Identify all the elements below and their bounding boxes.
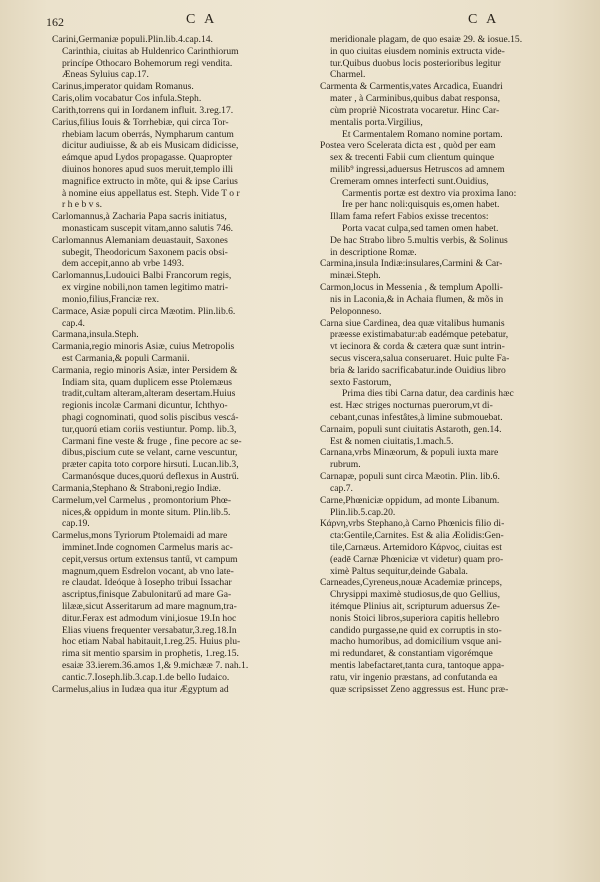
text-line: dibus,piscium cute se velant, carne vescuntur, [62, 447, 238, 459]
text-line: Carius,filius Iouis & Torrhebiæ, qui circa Tor- [52, 116, 229, 128]
text-line: bria & larido sacrificabatur.inde Ouidius libro [330, 364, 506, 376]
text-line: Postea vero Scelerata dicta est , quòd per eam [320, 140, 496, 152]
text-line: Carna siue Cardinea, dea quæ vitalibus humanis [320, 317, 505, 329]
text-line: tur,quorú etiam coriis vestiuntur. Pomp. lib.3, [62, 423, 237, 435]
text-line: phagi cognominati, quod solis piscibus vescá- [62, 412, 239, 423]
text-line: sexto Fastorum, [330, 376, 392, 388]
right-column-head: C A [468, 12, 500, 27]
text-line: cantic.7.Ioseph.lib.3.cap.1.de bello Iudaico. [62, 671, 230, 683]
text-line: Æneas Syluius cap.17. [62, 69, 149, 81]
text-line: Carmana,insula.Steph. [52, 329, 139, 341]
text-line: magnifice extructo in mõte, qui & ipse Carius [62, 175, 238, 187]
text-line: cùm propriè Nicostrata vocaretur. Hinc Car- [330, 104, 500, 116]
text-line: Carmentis portæ est dextro via proxima Iano: [342, 187, 517, 199]
text-line: tile,Carnæus. Artemidoro Κάρνος, ciuitas est [330, 541, 502, 553]
text-line: meridionale plagam, de quo esaiæ 29. & iosue.15. [330, 34, 523, 45]
text-line: re claudat. Ideóque à Iosepho tribui Issachar [62, 577, 232, 589]
text-line: Indiam sita, quam duplicem esse Ptolemæus [62, 376, 232, 388]
text-line: cepit,versus ortum extensus tantű, vt campum [62, 553, 238, 565]
text-line: Ire per hanc noli:quisquis es,omen habet. [342, 199, 500, 211]
text-line: diuinos honores apud suos meruit,templo illi [62, 163, 234, 175]
text-line: rubrum. [330, 459, 361, 471]
running-header [46, 12, 582, 34]
text-line: Carmelum,vel Carmelus , promontorium Phœ- [52, 494, 232, 506]
text-line: Carnana,vrbs Minæorum, & populi iuxta mare [320, 447, 499, 459]
text-line: Carmelus,mons Tyriorum Ptolemaidi ad mare [52, 530, 228, 542]
text-line: Carinthia, ciuitas ab Huldenrico Carinthiorum [62, 45, 239, 57]
text-line: dem accepit,anno ab vrbe 1493. [62, 258, 185, 270]
text-line: cebant,cunas infestâtes,à limine submouebat. [330, 412, 503, 423]
text-line: hoc etiam Nabal habitauit,1.reg.25. Huius plu- [62, 636, 241, 648]
text-line: macho humoribus, ad domicilium vsque ani- [330, 636, 502, 648]
text-line: princípe Othocaro Bohemorum regi vendita. [62, 57, 233, 69]
text-line: præesse existimabatur:ab eadémque petebatur, [330, 329, 509, 341]
text-line: Caris,olim vocabatur Cos infula.Steph. [52, 93, 202, 105]
text-line: Carini,Germaniæ populi.Plin.lib.4.cap.14. [52, 34, 213, 45]
text-line: Cremeram omnes interfecti sunt.Ouidius, [330, 175, 489, 187]
text-line: ximè Paltus sequitur,deinde Gabala. [330, 565, 468, 577]
text-line: cap.7. [330, 482, 353, 494]
text-line: nonis Stoici libros,superiora capitis hellebro [330, 612, 500, 624]
text-line: ascriptus,finisque Zabulonitarű ad mare Ga- [62, 589, 232, 601]
text-line: Carnaim, populi sunt ciuitatis Astaroth, gen.14. [320, 423, 502, 435]
text-line: rhebiam lacum oberrás, Nympharum cantum [62, 128, 234, 140]
text-line: candido purgasse,ne quid ex corruptis in sto- [330, 624, 502, 636]
text-line: mater , à Carminibus,quibus dabat responsa, [330, 93, 500, 105]
text-line: in quo ciuitas eiusdem nominis extructa vide- [330, 45, 505, 57]
right-column [320, 34, 582, 696]
text-line: lilææ,sicut Asseritarum ad mare magnum,tra- [62, 601, 237, 612]
text-line: cta:Gentile,Carnites. Est & alia Æolidis:Gen- [330, 530, 504, 542]
text-line: ex virgine nobili,non tamen legitimo matri- [62, 282, 229, 294]
text-line: Carmelus,alius in Iudæa qua itur Ægyptum ad [52, 683, 229, 695]
text-line: Carmace, Asiæ populi circa Mæotim. Plin.lib.6. [52, 305, 236, 317]
text-line: Carneades,Cyreneus,nouæ Academiæ princeps, [320, 577, 502, 589]
text-line: mi redundaret, & constantiam vigorémque [330, 648, 493, 660]
text-line: tur.Quibus duobus locis posterioribus legitur [330, 57, 501, 69]
text-line: cap.4. [62, 317, 85, 329]
text-line: dicitur audiuisse, & ab eis Musicam didicisse, [62, 140, 239, 152]
text-line: Carith,torrens qui in Iordanem influit. 3.reg.17. [52, 104, 234, 116]
left-column [52, 34, 317, 696]
text-line: magnum,quem Esdrelon vocant, ab vno late- [62, 565, 234, 577]
text-line: vt iecinora & corda & cætera quæ sunt intrin- [330, 341, 505, 353]
text-line: subegit, Theodoricum Saxonem pacis obsi- [62, 246, 228, 258]
text-line: est. Hæc striges nocturnas puerorum,vt di- [330, 400, 493, 412]
text-line: esaiæ 33.ierem.36.amos 1,& 9.michææ 7. nah.1. [62, 660, 249, 672]
text-line: Carmenta & Carmentis,vates Arcadica, Euandri [320, 81, 503, 93]
text-line: r h e b v s. [62, 199, 102, 211]
text-line: regionis incolæ Carmani dicuntur, Ichthyo- [62, 400, 228, 412]
text-line: nices,& oppidum in monte situm. Plin.lib.5. [62, 506, 231, 518]
text-line: Κάρνη,vrbs Stephano,à Carno Phœnicis filio di- [320, 518, 505, 530]
text-line: eámque apud Lydos propagasse. Quapropter [62, 152, 233, 164]
text-line: mentalis porta.Virgilius, [330, 116, 423, 128]
text-line: Illam fama refert Fabios exisse trecentos: [330, 211, 489, 223]
text-line: tradit,cultam alteram,alteram desertam.Huius [62, 388, 236, 400]
text-line: minæi.Steph. [330, 270, 381, 282]
text-line: Carlomannus,Ludouici Balbi Francorum regis, [52, 270, 232, 282]
text-line: itémque Plinius ait, scripturum aduersus Ze- [330, 601, 500, 612]
text-line: quæ scripsisset Zeno aggressus est. Hunc præ- [330, 683, 509, 695]
text-line: monasticam suscepit vitam,anno salutis 746. [62, 223, 234, 234]
text-line: cap.19. [62, 518, 90, 530]
text-line: Charmel. [330, 69, 366, 81]
text-line: Carne,Phœniciæ oppidum, ad monte Libanum. [320, 494, 500, 506]
text-line: est Carmania,& populi Carmanii. [62, 352, 190, 364]
text-line: Carmania, regio minoris Asiæ, inter Persidem & [52, 364, 238, 376]
text-line: à nomine eius appellatus est. Steph. Vide T o r [62, 187, 240, 199]
text-line: Prima dies tibi Carna datur, dea cardinis hæc [342, 388, 514, 400]
text-line: monio,filius,Franciæ rex. [62, 293, 159, 305]
text-line: Carmania,Stephano & Straboni,regio Indiæ. [52, 482, 221, 494]
text-line: Elias viuens frequenter versabatur,3.reg.18.In [62, 624, 237, 636]
text-line: Peloponneso. [330, 305, 382, 317]
text-line: nis in Laconia,& in Achaia flumen, & mõs in [330, 293, 504, 305]
text-line: sex & trecenti Fabii cum clientum quinque [330, 152, 495, 164]
text-line: Plin.lib.5.cap.20. [330, 506, 396, 518]
text-line: mentis labefactaret,tanta cura, tantoque appa- [330, 660, 505, 672]
text-line: Carinus,imperator quidam Romanus. [52, 81, 194, 93]
text-line: Chrysippi maximè studiosus,de quo Gellius, [330, 589, 501, 601]
text-line: ratu, vir ingenio præstans, ad confutanda ea [330, 671, 498, 683]
text-line: imminet.Inde cognomen Carmelus maris ac- [62, 541, 233, 553]
text-line: Carmania,regio minoris Asiæ, cuius Metropolis [52, 341, 235, 353]
text-line: Carmanósque duces,quorú deflexus in Austrű. [62, 471, 239, 483]
text-line: Carlomannus,à Zacharia Papa sacris initiatus, [52, 211, 227, 223]
page-number: 162 [46, 15, 64, 29]
text-line: Est & nomen ciuitatis,1.mach.5. [330, 435, 454, 447]
text-line: ditur.Ferax est admodum vini,iosue 19.In hoc [62, 612, 237, 624]
text-line: De hac Strabo libro 5.multis verbis, & Solinus [330, 234, 508, 246]
text-line: Carmon,locus in Messenia , & templum Apolli- [320, 282, 503, 294]
text-line: præter capita toto corpore hirsuti. Lucan.lib.3, [62, 459, 239, 471]
text-line: (eadē Carnæ Phœniciæ vt videtur) quam pro- [330, 553, 504, 565]
text-line: milib⁹ ingressi,aduersus Hetruscos ad amnem [330, 163, 505, 175]
left-column-head: C A [186, 12, 218, 27]
text-line: Carnapæ, populi sunt circa Mæotin. Plin. lib.6. [320, 471, 500, 483]
text-line: in descriptione Romæ. [330, 246, 417, 258]
text-line: Porta vacat culpa,sed tamen omen habet. [342, 223, 499, 234]
text-line: rima sit mentio sparsim in prophetis, 1.reg.15. [62, 648, 239, 660]
text-line: Carmina,insula Indiæ:insulares,Carmini & Car- [320, 258, 503, 270]
text-line: Et Carmentalem Romano nomine portam. [342, 128, 503, 140]
text-line: secus viscera,salua conseruaret. Huic pulte Fa- [330, 352, 510, 364]
text-line: Carmani fine veste & fruge , fine pecore ac se- [62, 435, 242, 447]
text-line: Carlomannus Alemaniam deuastauit, Saxones [52, 234, 228, 246]
